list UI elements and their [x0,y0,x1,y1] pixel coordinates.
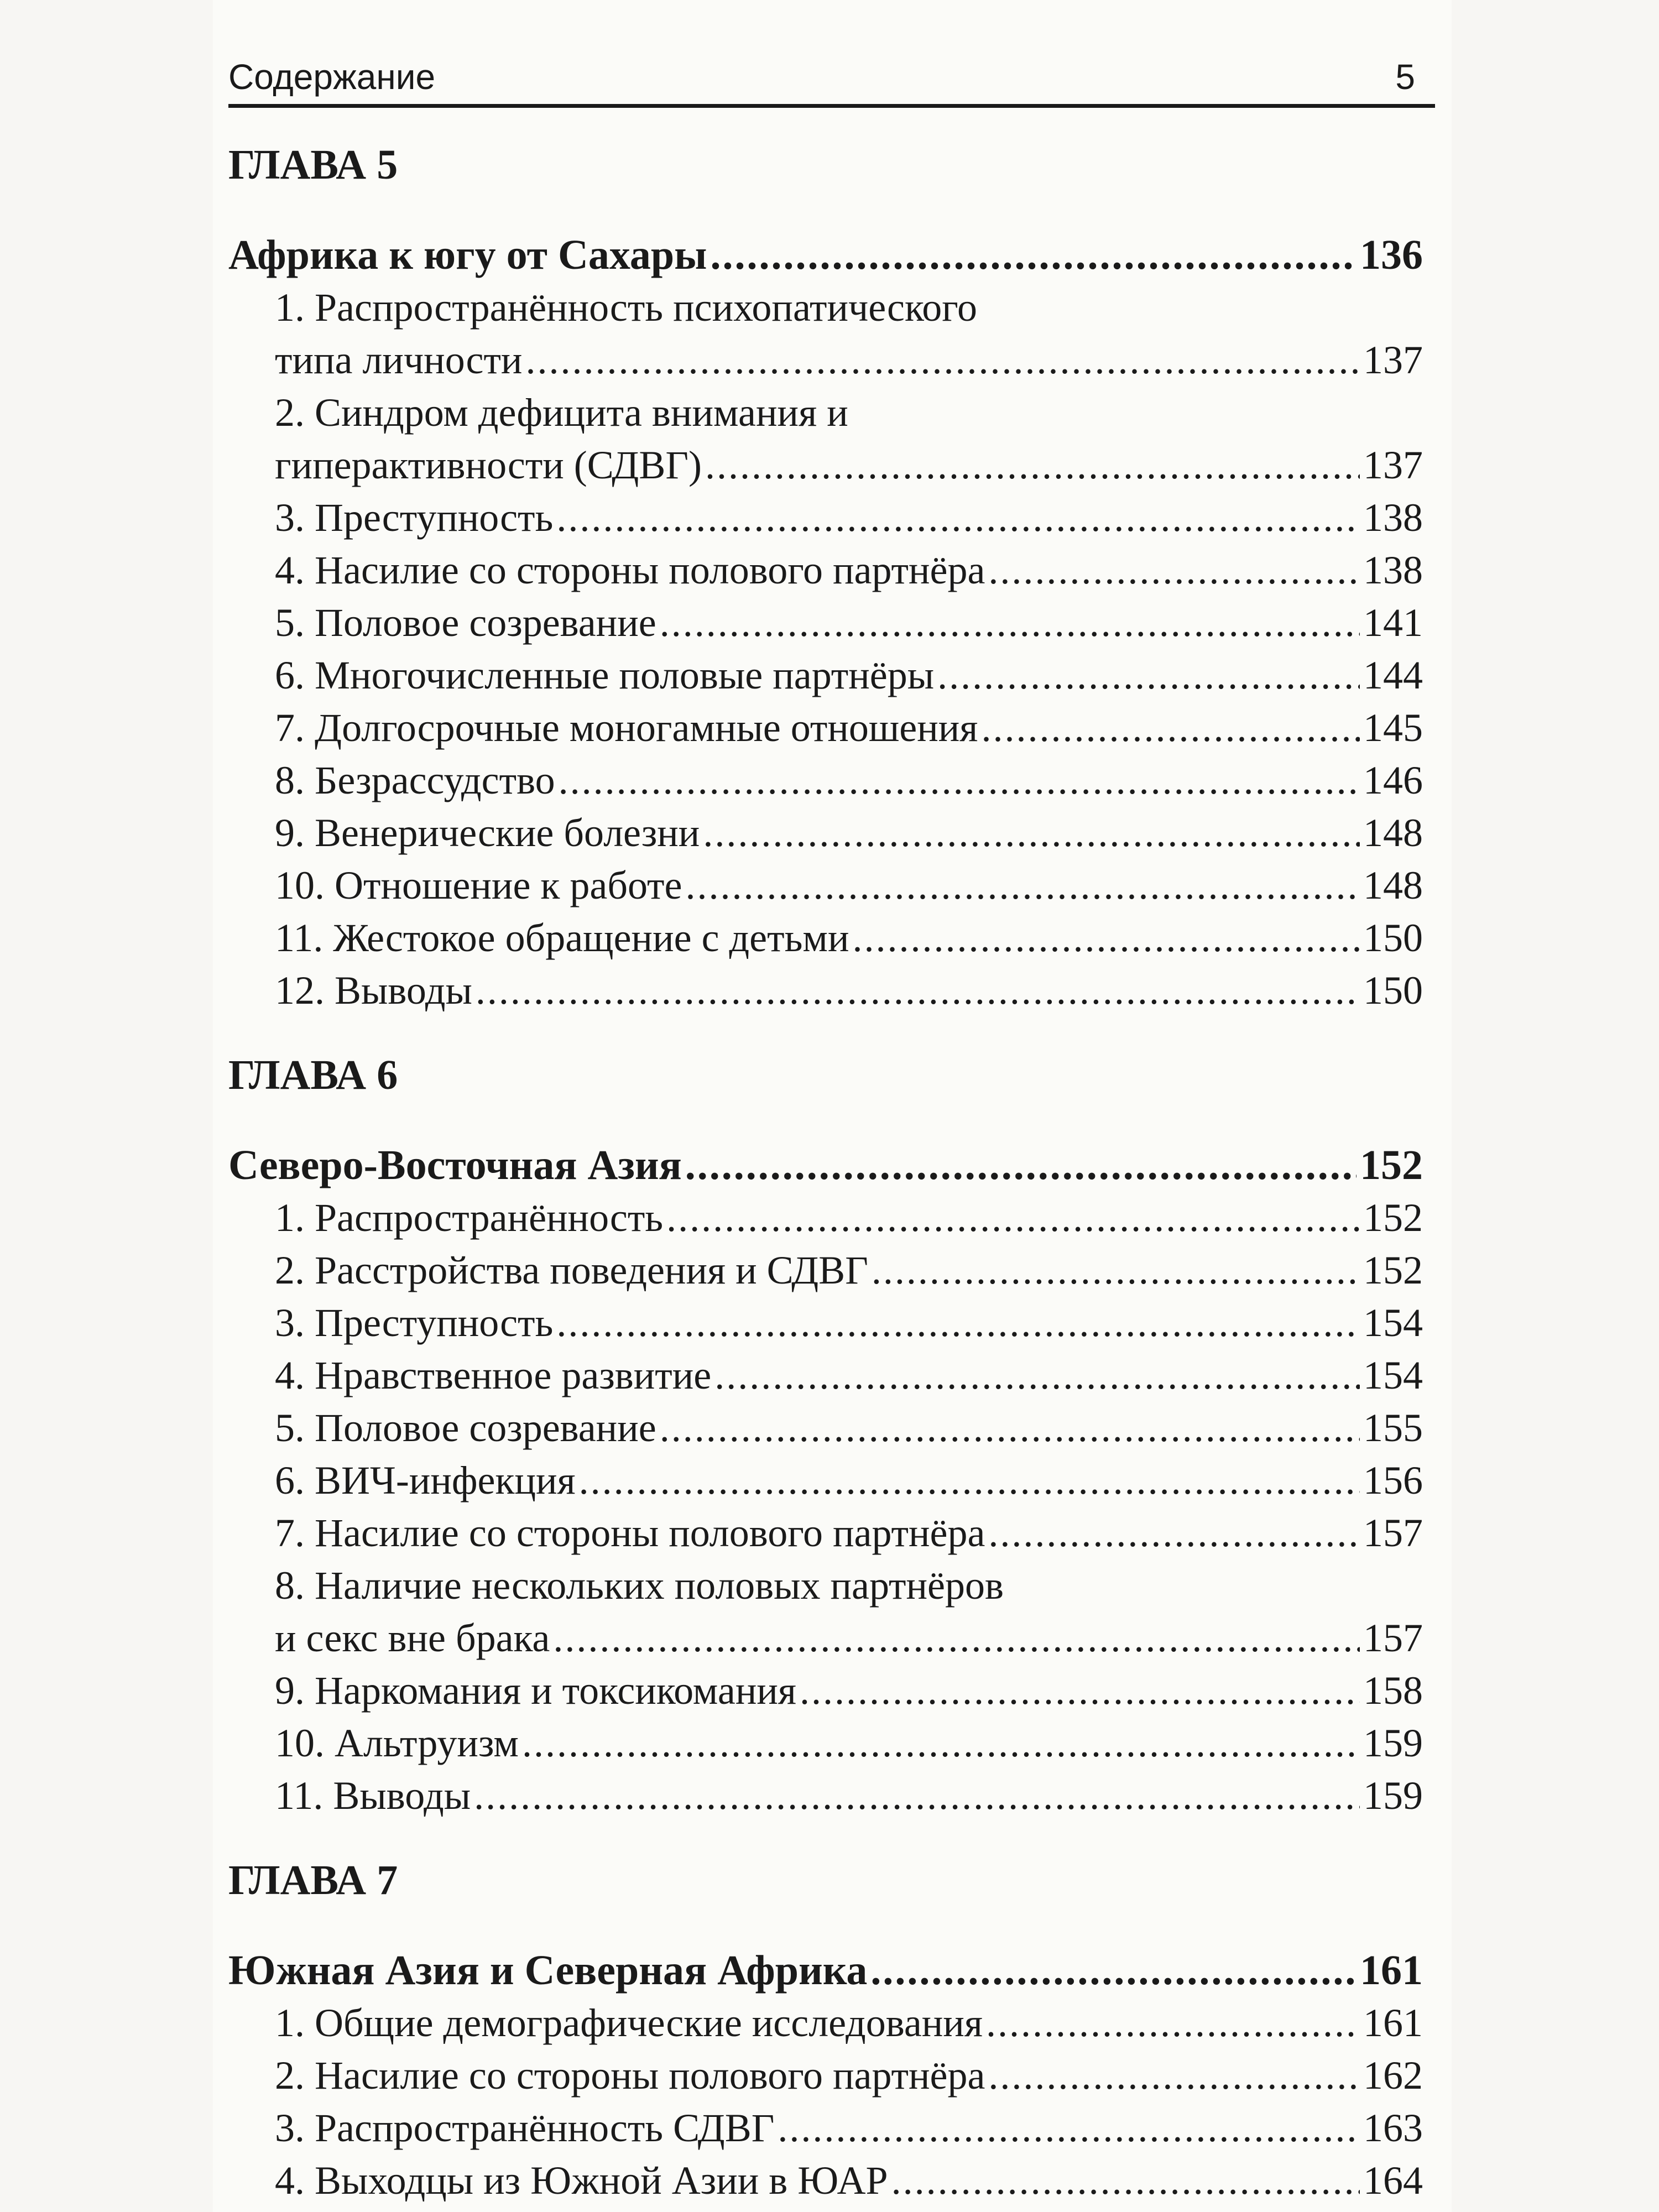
leader-dots [666,1192,1360,1244]
toc-entry[interactable] [228,544,1423,597]
page-number: 136 [1360,232,1423,278]
spacer [228,1822,1423,1855]
leader-dots [553,1612,1360,1665]
toc-entry-label: и секс вне брака [275,1616,550,1660]
leader-dots [476,964,1360,1017]
chapter-heading: ГЛАВА 6 [228,1052,398,1098]
toc-entry[interactable] [228,1349,1423,1402]
toc-entry-line1: 2. Синдром дефицита внимания и [275,390,848,435]
leader-dots [778,2102,1360,2154]
toc-entry-line1: 8. Наличие нескольких половых партнёров [275,1563,1004,1608]
toc-entry[interactable] [228,2154,1423,2207]
page-number: 148 [1363,811,1423,855]
toc-entry-label: 3. Преступность [275,495,554,540]
toc-entry[interactable] [228,492,1423,544]
toc-entry-label: 2. Расстройства поведения и СДВГ [275,1248,868,1292]
leader-dots [685,1139,1357,1192]
toc-entry[interactable] [228,1997,1423,2049]
chapter-title: Африка к югу от Сахары [228,232,707,278]
toc-entry-label: гиперактивности (СДВГ) [275,443,702,487]
toc-entry[interactable] [228,754,1423,807]
leader-dots [891,2154,1360,2207]
page-number: 157 [1363,1511,1423,1555]
toc-entry[interactable] [228,1507,1423,1559]
toc-entry-label: 4. Выходцы из Южной Азии в ЮАР [275,2158,888,2203]
leader-dots [660,597,1360,649]
toc-entry-label: 4. Нравственное развитие [275,1353,712,1397]
toc-entry[interactable] [228,2049,1423,2102]
toc-entry-label: 2. Насилие со стороны полового партнёра [275,2053,985,2098]
leader-dots [525,334,1360,387]
header-title: Содержание [228,57,436,97]
toc-entry-label: 9. Наркомания и токсикомания [275,1668,796,1713]
page-number: 162 [1363,2053,1423,2098]
toc-entry[interactable] [228,1454,1423,1507]
toc-entry[interactable] [228,649,1423,702]
toc-entry[interactable] [228,1244,1423,1297]
page-number: 145 [1363,706,1423,750]
toc-entry[interactable] [228,1770,1423,1822]
leader-dots [660,1402,1360,1454]
page-number: 161 [1363,2001,1423,2045]
toc-entry-label: 7. Долгосрочные моногамные отношения [275,706,978,750]
toc-entry-label: 11. Жестокое обращение с детьми [275,916,849,960]
leader-dots [556,1297,1360,1349]
toc-entry[interactable] [228,439,1423,492]
chapter-title-row[interactable] [228,228,1423,281]
toc-entry[interactable] [228,1612,1423,1665]
page-number: 141 [1363,601,1423,645]
toc-entry-label: 5. Половое созревание [275,601,656,645]
toc-entry[interactable] [228,1297,1423,1349]
page-number: 150 [1363,968,1423,1013]
page-number: 154 [1363,1301,1423,1345]
page-number: 154 [1363,1353,1423,1397]
toc-entry[interactable] [228,1192,1423,1244]
leader-dots [988,544,1360,597]
toc-entry-label: 12. Выводы [275,968,472,1013]
spacer [228,1017,1423,1050]
leader-dots [556,492,1360,544]
page-number: 137 [1363,443,1423,487]
toc-entry-label: 10. Альтруизм [275,1721,519,1765]
page-number: 163 [1363,2106,1423,2150]
page-number: 155 [1363,1406,1423,1450]
toc-entry[interactable] [228,1665,1423,1717]
leader-dots [988,2049,1360,2102]
page-number: 148 [1363,863,1423,907]
toc-entry-label: 1. Общие демографические исследования [275,2001,983,2045]
toc-entry-label: 3. Распространённость СДВГ [275,2106,775,2150]
toc-entry[interactable] [228,912,1423,964]
page-number: 159 [1363,1721,1423,1765]
leader-dots [522,1717,1360,1770]
leader-dots [703,807,1360,859]
page-number: 138 [1363,548,1423,592]
toc-entry-label: 5. Половое созревание [275,1406,656,1450]
page-number: 138 [1363,495,1423,540]
toc-entry-label: 8. Безрассудство [275,758,555,802]
toc-entry[interactable] [228,964,1423,1017]
page-number: 150 [1363,916,1423,960]
leader-dots [870,1944,1357,1997]
leader-dots [853,912,1360,964]
leader-dots [579,1454,1360,1507]
running-header [228,53,1435,108]
header-page-number: 5 [1395,57,1415,97]
toc-entry-label: 6. ВИЧ-инфекция [275,1458,576,1503]
chapter-title-row[interactable] [228,1944,1423,1997]
toc-entry-label: 6. Многочисленные половые партнёры [275,653,935,697]
page-number: 159 [1363,1773,1423,1818]
toc-entry-label: 1. Распространённость [275,1196,664,1240]
leader-dots [705,439,1360,492]
toc-entry-label: 9. Венерические болезни [275,811,700,855]
leader-dots [981,702,1360,754]
chapter-title: Южная Азия и Северная Африка [228,1947,868,1994]
toc-entry[interactable] [228,597,1423,649]
chapter-title: Северо-Восточная Азия [228,1142,682,1188]
table-of-contents [228,140,1423,2207]
toc-entry-label: 7. Насилие со стороны полового партнёра [275,1511,985,1555]
leader-dots [474,1770,1360,1822]
page-number: 161 [1360,1947,1423,1994]
page-number: 156 [1363,1458,1423,1503]
leader-dots [800,1665,1360,1717]
page-number: 144 [1363,653,1423,697]
toc-entry-label: 10. Отношение к работе [275,863,682,907]
page-number: 157 [1363,1616,1423,1660]
toc-entry[interactable] [228,702,1423,754]
toc-entry[interactable] [228,2102,1423,2154]
toc-entry-line1: 1. Распространённость психопатического [275,285,978,330]
toc-entry-label: 4. Насилие со стороны полового партнёра [275,548,985,592]
chapter-heading: ГЛАВА 5 [228,142,398,188]
leader-dots [685,859,1360,912]
toc-entry-label: 3. Преступность [275,1301,554,1345]
chapter-title-row[interactable] [228,1139,1423,1192]
leader-dots [988,1507,1360,1559]
toc-entry-label: типа личности [275,338,523,382]
leader-dots [872,1244,1360,1297]
leader-dots [714,1349,1360,1402]
leader-dots [559,754,1360,807]
toc-entry[interactable] [228,807,1423,859]
page-number: 137 [1363,338,1423,382]
toc-entry[interactable] [228,334,1423,387]
page-number: 164 [1363,2158,1423,2203]
page-number: 152 [1363,1248,1423,1292]
leader-dots [937,649,1360,702]
toc-entry-label: 11. Выводы [275,1773,471,1818]
page-number: 158 [1363,1668,1423,1713]
leader-dots [710,228,1357,281]
page-number: 146 [1363,758,1423,802]
chapter-heading: ГЛАВА 7 [228,1857,398,1903]
page-number: 152 [1360,1142,1423,1188]
toc-entry[interactable] [228,1717,1423,1770]
leader-dots [986,1997,1360,2049]
page-number: 152 [1363,1196,1423,1240]
toc-entry[interactable] [228,859,1423,912]
toc-entry[interactable] [228,1402,1423,1454]
